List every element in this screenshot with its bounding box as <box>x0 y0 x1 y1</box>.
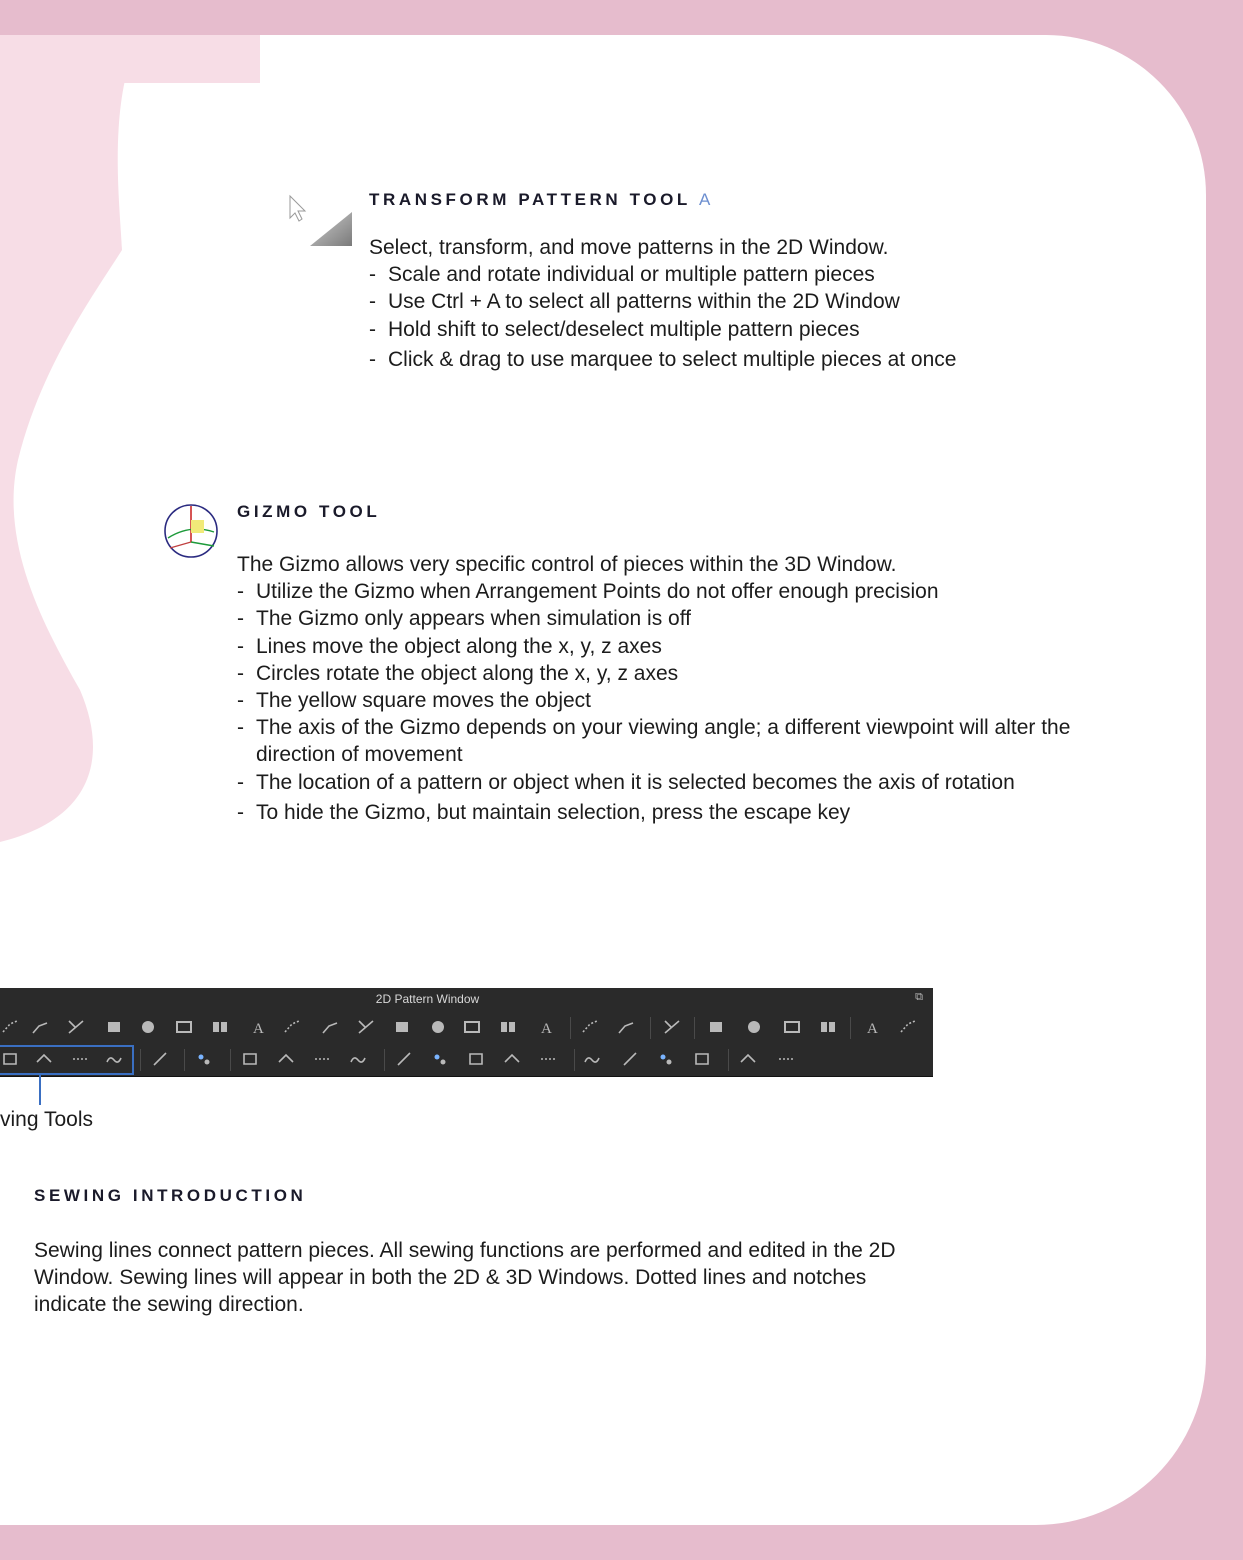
toolbar-tool-icon[interactable] <box>394 1050 414 1068</box>
list-item: - The axis of the Gizmo depends on your viewing angle; a different viewpoint will alter the direction of movement <box>237 714 1117 768</box>
toolbar-tool-icon[interactable] <box>174 1018 194 1036</box>
list-item: - Lines move the object along the x, y, z axes <box>237 633 1117 660</box>
toolbar-tool-icon[interactable] <box>150 1050 170 1068</box>
toolbar-tool-icon[interactable] <box>538 1050 558 1068</box>
toolbar-tool-icon[interactable] <box>898 1018 918 1036</box>
toolbar-tool-icon[interactable] <box>662 1018 682 1036</box>
toolbar-tool-icon[interactable] <box>240 1050 260 1068</box>
svg-text:A: A <box>541 1021 552 1036</box>
toolbar-tool-icon[interactable] <box>312 1050 332 1068</box>
toolbar-tool-icon[interactable] <box>534 1018 554 1036</box>
toolbar-tool-icon[interactable] <box>776 1050 796 1068</box>
sewing-tools-highlight <box>0 1045 134 1075</box>
toolbar-tool-icon[interactable] <box>104 1018 124 1036</box>
toolbar-tool-icon[interactable] <box>692 1050 712 1068</box>
transform-tool-text <box>369 234 956 373</box>
toolbar-tool-icon[interactable] <box>138 1018 158 1036</box>
toolbar-tool-icon[interactable] <box>502 1050 522 1068</box>
toolbar-separator <box>574 1049 575 1071</box>
toolbar-title: 2D Pattern Window <box>375 992 480 1006</box>
toolbar-row-sewing-tools <box>0 1046 933 1074</box>
toolbar-tool-icon[interactable] <box>282 1018 302 1036</box>
toolbar-tool-icon[interactable] <box>706 1018 726 1036</box>
toolbar-tool-icon[interactable] <box>466 1050 486 1068</box>
toolbar-tool-icon[interactable] <box>580 1018 600 1036</box>
gizmo-intro: The Gizmo allows very specific control of pieces within the 3D Window. <box>237 553 897 576</box>
list-item: - Click & drag to use marquee to select multiple pieces at once <box>369 346 956 373</box>
toolbar-tool-icon[interactable] <box>66 1018 86 1036</box>
toolbar-tool-icon[interactable] <box>656 1050 676 1068</box>
sewing-intro-text: Sewing lines connect pattern pieces. All sewing functions are performed and edited in the 2D Window. Sewing lines will appear in both the 2D & 3D Windows. Dotted lines and notches indicate the sewing direction. <box>34 1239 896 1317</box>
list-item: - Scale and rotate individual or multiple pattern pieces <box>369 261 956 288</box>
toolbar-tool-icon[interactable] <box>276 1050 296 1068</box>
list-item: - Use Ctrl + A to select all patterns within the 2D Window <box>369 288 956 315</box>
popout-icon[interactable]: ⧉ <box>915 991 923 1003</box>
toolbar-tool-icon[interactable] <box>0 1018 20 1036</box>
toolbar-row-pattern-tools <box>0 1014 933 1042</box>
list-item: - The yellow square moves the object <box>237 687 1117 714</box>
toolbar-tool-icon[interactable] <box>744 1018 764 1036</box>
toolbar-tool-icon[interactable] <box>462 1018 482 1036</box>
transform-arrow-icon <box>286 192 358 252</box>
toolbar-separator <box>184 1049 185 1071</box>
toolbar-tool-icon[interactable] <box>246 1018 266 1036</box>
decorative-blob <box>0 0 140 860</box>
svg-text:A: A <box>253 1021 264 1036</box>
list-item: - To hide the Gizmo, but maintain selection, press the escape key <box>237 799 1117 826</box>
toolbar-separator <box>850 1017 851 1039</box>
toolbar-tool-icon[interactable] <box>738 1050 758 1068</box>
toolbar-tool-icon[interactable] <box>818 1018 838 1036</box>
transform-tool-heading: TRANSFORM PATTERN TOOL A <box>369 190 711 209</box>
svg-text:A: A <box>867 1021 878 1036</box>
toolbar-tool-icon[interactable] <box>194 1050 214 1068</box>
toolbar-tool-icon[interactable] <box>582 1050 602 1068</box>
toolbar-tool-icon[interactable] <box>782 1018 802 1036</box>
list-item: - Hold shift to select/deselect multiple pattern pieces <box>369 316 956 343</box>
toolbar-tool-icon[interactable] <box>348 1050 368 1068</box>
toolbar-separator <box>650 1017 651 1039</box>
toolbar-tool-icon[interactable] <box>210 1018 230 1036</box>
toolbar-tool-icon[interactable] <box>498 1018 518 1036</box>
hotkey-label: A <box>698 190 711 209</box>
gizmo-tool-heading: GIZMO TOOL <box>237 502 381 521</box>
list-item: - The Gizmo only appears when simulation is off <box>237 605 1117 632</box>
toolbar-separator <box>570 1017 571 1039</box>
sewing-tools-callout-label: ving Tools <box>0 1108 94 1131</box>
toolbar-tool-icon[interactable] <box>860 1018 880 1036</box>
gizmo-tool-text <box>237 551 1117 826</box>
sewing-intro-heading: SEWING INTRODUCTION <box>34 1186 307 1205</box>
toolbar-tool-icon[interactable] <box>430 1050 450 1068</box>
toolbar-separator <box>230 1049 231 1071</box>
toolbar-separator <box>384 1049 385 1071</box>
toolbar-tool-icon[interactable] <box>320 1018 340 1036</box>
gizmo-bullet-list <box>237 578 1117 826</box>
toolbar-tool-icon[interactable] <box>356 1018 376 1036</box>
toolbar-tool-icon[interactable] <box>616 1018 636 1036</box>
toolbar-tool-icon[interactable] <box>30 1018 50 1036</box>
toolbar-tool-icon[interactable] <box>620 1050 640 1068</box>
transform-bullet-list <box>369 261 956 373</box>
toolbar-separator <box>140 1049 141 1071</box>
toolbar-separator <box>694 1017 695 1039</box>
list-item: - Utilize the Gizmo when Arrangement Points do not offer enough precision <box>237 578 1117 605</box>
toolbar-separator <box>728 1049 729 1071</box>
pattern-window-toolbar <box>0 988 933 1077</box>
transform-intro: Select, transform, and move patterns in the 2D Window. <box>369 236 889 259</box>
toolbar-tool-icon[interactable] <box>428 1018 448 1036</box>
list-item: - The location of a pattern or object when it is selected becomes the axis of rotation <box>237 769 1117 796</box>
list-item: - Circles rotate the object along the x, y, z axes <box>237 660 1117 687</box>
callout-line <box>39 1075 41 1105</box>
toolbar-tool-icon[interactable] <box>392 1018 412 1036</box>
gizmo-icon <box>162 502 222 562</box>
